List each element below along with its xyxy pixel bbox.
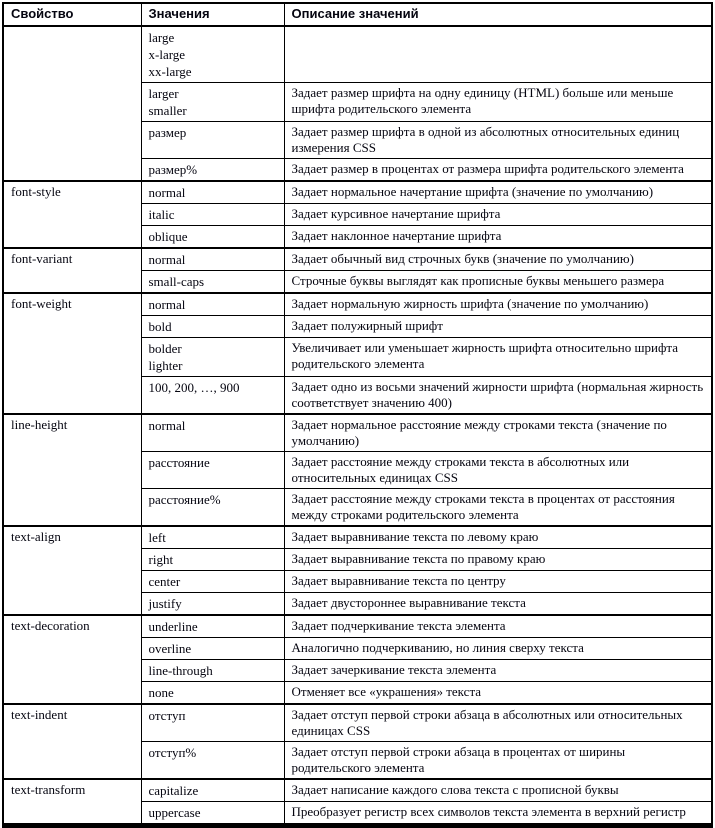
table-row [3,248,712,271]
value-line: overline [148,641,192,656]
value-cell [141,742,284,780]
value-line: center [148,574,181,589]
description-cell: Задает выравнивание текста по правому краю [284,549,712,571]
value-line: large [148,30,175,45]
table-header-row [3,3,712,26]
value-line: justify [148,596,182,611]
description-cell: Увеличивает или уменьшает жирность шрифта относительно шрифта родительского элемента [284,338,712,377]
value-line: small-caps [148,274,205,289]
table-row [3,526,712,549]
value-line: larger [148,86,179,101]
property-cell: text-align [3,526,141,615]
value-line: bold [148,319,172,334]
description-cell: Задает отступ первой строки абзаца в процентах от ширины родительского элемента [284,742,712,780]
table-row [3,615,712,638]
table-body [3,26,712,826]
value-cell [141,159,284,182]
value-cell [141,204,284,226]
value-cell [141,414,284,452]
value-line: uppercase [148,805,201,820]
value-line: x-large [148,47,186,62]
description-cell: Задает расстояние между строками текста в абсолютных или относительных единицах CSS [284,452,712,489]
property-cell [3,26,141,181]
value-line: xx-large [148,64,192,79]
description-cell: Задает размер шрифта в одной из абсолютных относительных единиц измерения CSS [284,122,712,159]
description-cell: Задает размер в процентах от размера шрифта родительского элемента [284,159,712,182]
value-cell [141,181,284,204]
property-cell: text-decoration [3,615,141,704]
value-line: размер% [148,162,198,177]
property-cell: line-height [3,414,141,526]
property-cell: text-transform [3,779,141,826]
value-cell [141,526,284,549]
property-cell: font-variant [3,248,141,293]
description-cell: Задает наклонное начертание шрифта [284,226,712,249]
value-line: normal [148,297,186,312]
description-cell: Аналогично подчеркиванию, но линия сверху текста [284,638,712,660]
value-line: normal [148,418,186,433]
value-cell [141,704,284,742]
description-cell: Задает размер шрифта на одну единицу (HTML) больше или меньше шрифта родительского элемента [284,83,712,122]
value-cell [141,377,284,415]
column-header-property: Свойство [3,3,141,26]
description-cell: Задает двустороннее выравнивание текста [284,593,712,616]
description-cell: Строчные буквы выглядят как прописные буквы меньшего размера [284,271,712,294]
description-cell: Задает курсивное начертание шрифта [284,204,712,226]
value-cell [141,779,284,802]
value-cell [141,802,284,826]
value-line: right [148,552,174,567]
value-cell [141,248,284,271]
value-cell [141,571,284,593]
value-line: normal [148,252,186,267]
value-cell [141,452,284,489]
value-cell [141,122,284,159]
description-cell: Задает нормальную жирность шрифта (значение по умолчанию) [284,293,712,316]
value-line: normal [148,185,186,200]
value-cell [141,660,284,682]
value-line: 100, 200, …, 900 [148,380,240,395]
value-line: отступ% [148,745,197,760]
table-row [3,181,712,204]
property-cell: font-style [3,181,141,248]
value-line: italic [148,207,175,222]
value-cell [141,26,284,83]
description-cell: Задает нормальное начертание шрифта (значение по умолчанию) [284,181,712,204]
description-cell: Задает подчеркивание текста элемента [284,615,712,638]
value-line: line-through [148,663,213,678]
property-cell: text-indent [3,704,141,779]
value-line: отступ [148,708,186,723]
value-line: bolder [148,341,182,356]
description-cell: Задает отступ первой строки абзаца в абсолютных или относительных единицах CSS [284,704,712,742]
value-cell [141,638,284,660]
value-line: расстояние [148,455,210,470]
value-line: underline [148,619,198,634]
description-cell: Преобразует регистр всех символов текста элемента в верхний регистр [284,802,712,826]
value-line: left [148,530,166,545]
value-cell [141,226,284,249]
description-cell: Задает зачеркивание текста элемента [284,660,712,682]
value-cell [141,338,284,377]
table-row [3,704,712,742]
description-cell: Задает полужирный шрифт [284,316,712,338]
value-cell [141,489,284,527]
value-cell [141,549,284,571]
table-row [3,26,712,83]
value-cell [141,293,284,316]
value-line: smaller [148,103,187,118]
description-cell: Задает написание каждого слова текста с прописной буквы [284,779,712,802]
value-line: capitalize [148,783,199,798]
property-cell: font-weight [3,293,141,414]
value-line: размер [148,125,187,140]
value-line: none [148,685,174,700]
description-cell: Отменяет все «украшения» текста [284,682,712,705]
description-cell: Задает одно из восьми значений жирности шрифта (нормальная жирность соответствует значению 400) [284,377,712,415]
description-cell [284,26,712,83]
description-cell: Задает расстояние между строками текста в процентах от расстояния между строками родительского элемента [284,489,712,527]
description-cell: Задает выравнивание текста по центру [284,571,712,593]
description-cell: Задает обычный вид строчных букв (значение по умолчанию) [284,248,712,271]
value-line: lighter [148,358,183,373]
table-row [3,414,712,452]
css-properties-table [2,2,713,828]
column-header-values: Значения [141,3,284,26]
table-row [3,293,712,316]
value-line: oblique [148,229,188,244]
description-cell: Задает нормальное расстояние между строками текста (значение по умолчанию) [284,414,712,452]
value-cell [141,593,284,616]
value-line: расстояние% [148,492,221,507]
value-cell [141,316,284,338]
value-cell [141,615,284,638]
value-cell [141,271,284,294]
column-header-description: Описание значений [284,3,712,26]
table-row [3,779,712,802]
value-cell [141,83,284,122]
value-cell [141,682,284,705]
description-cell: Задает выравнивание текста по левому краю [284,526,712,549]
